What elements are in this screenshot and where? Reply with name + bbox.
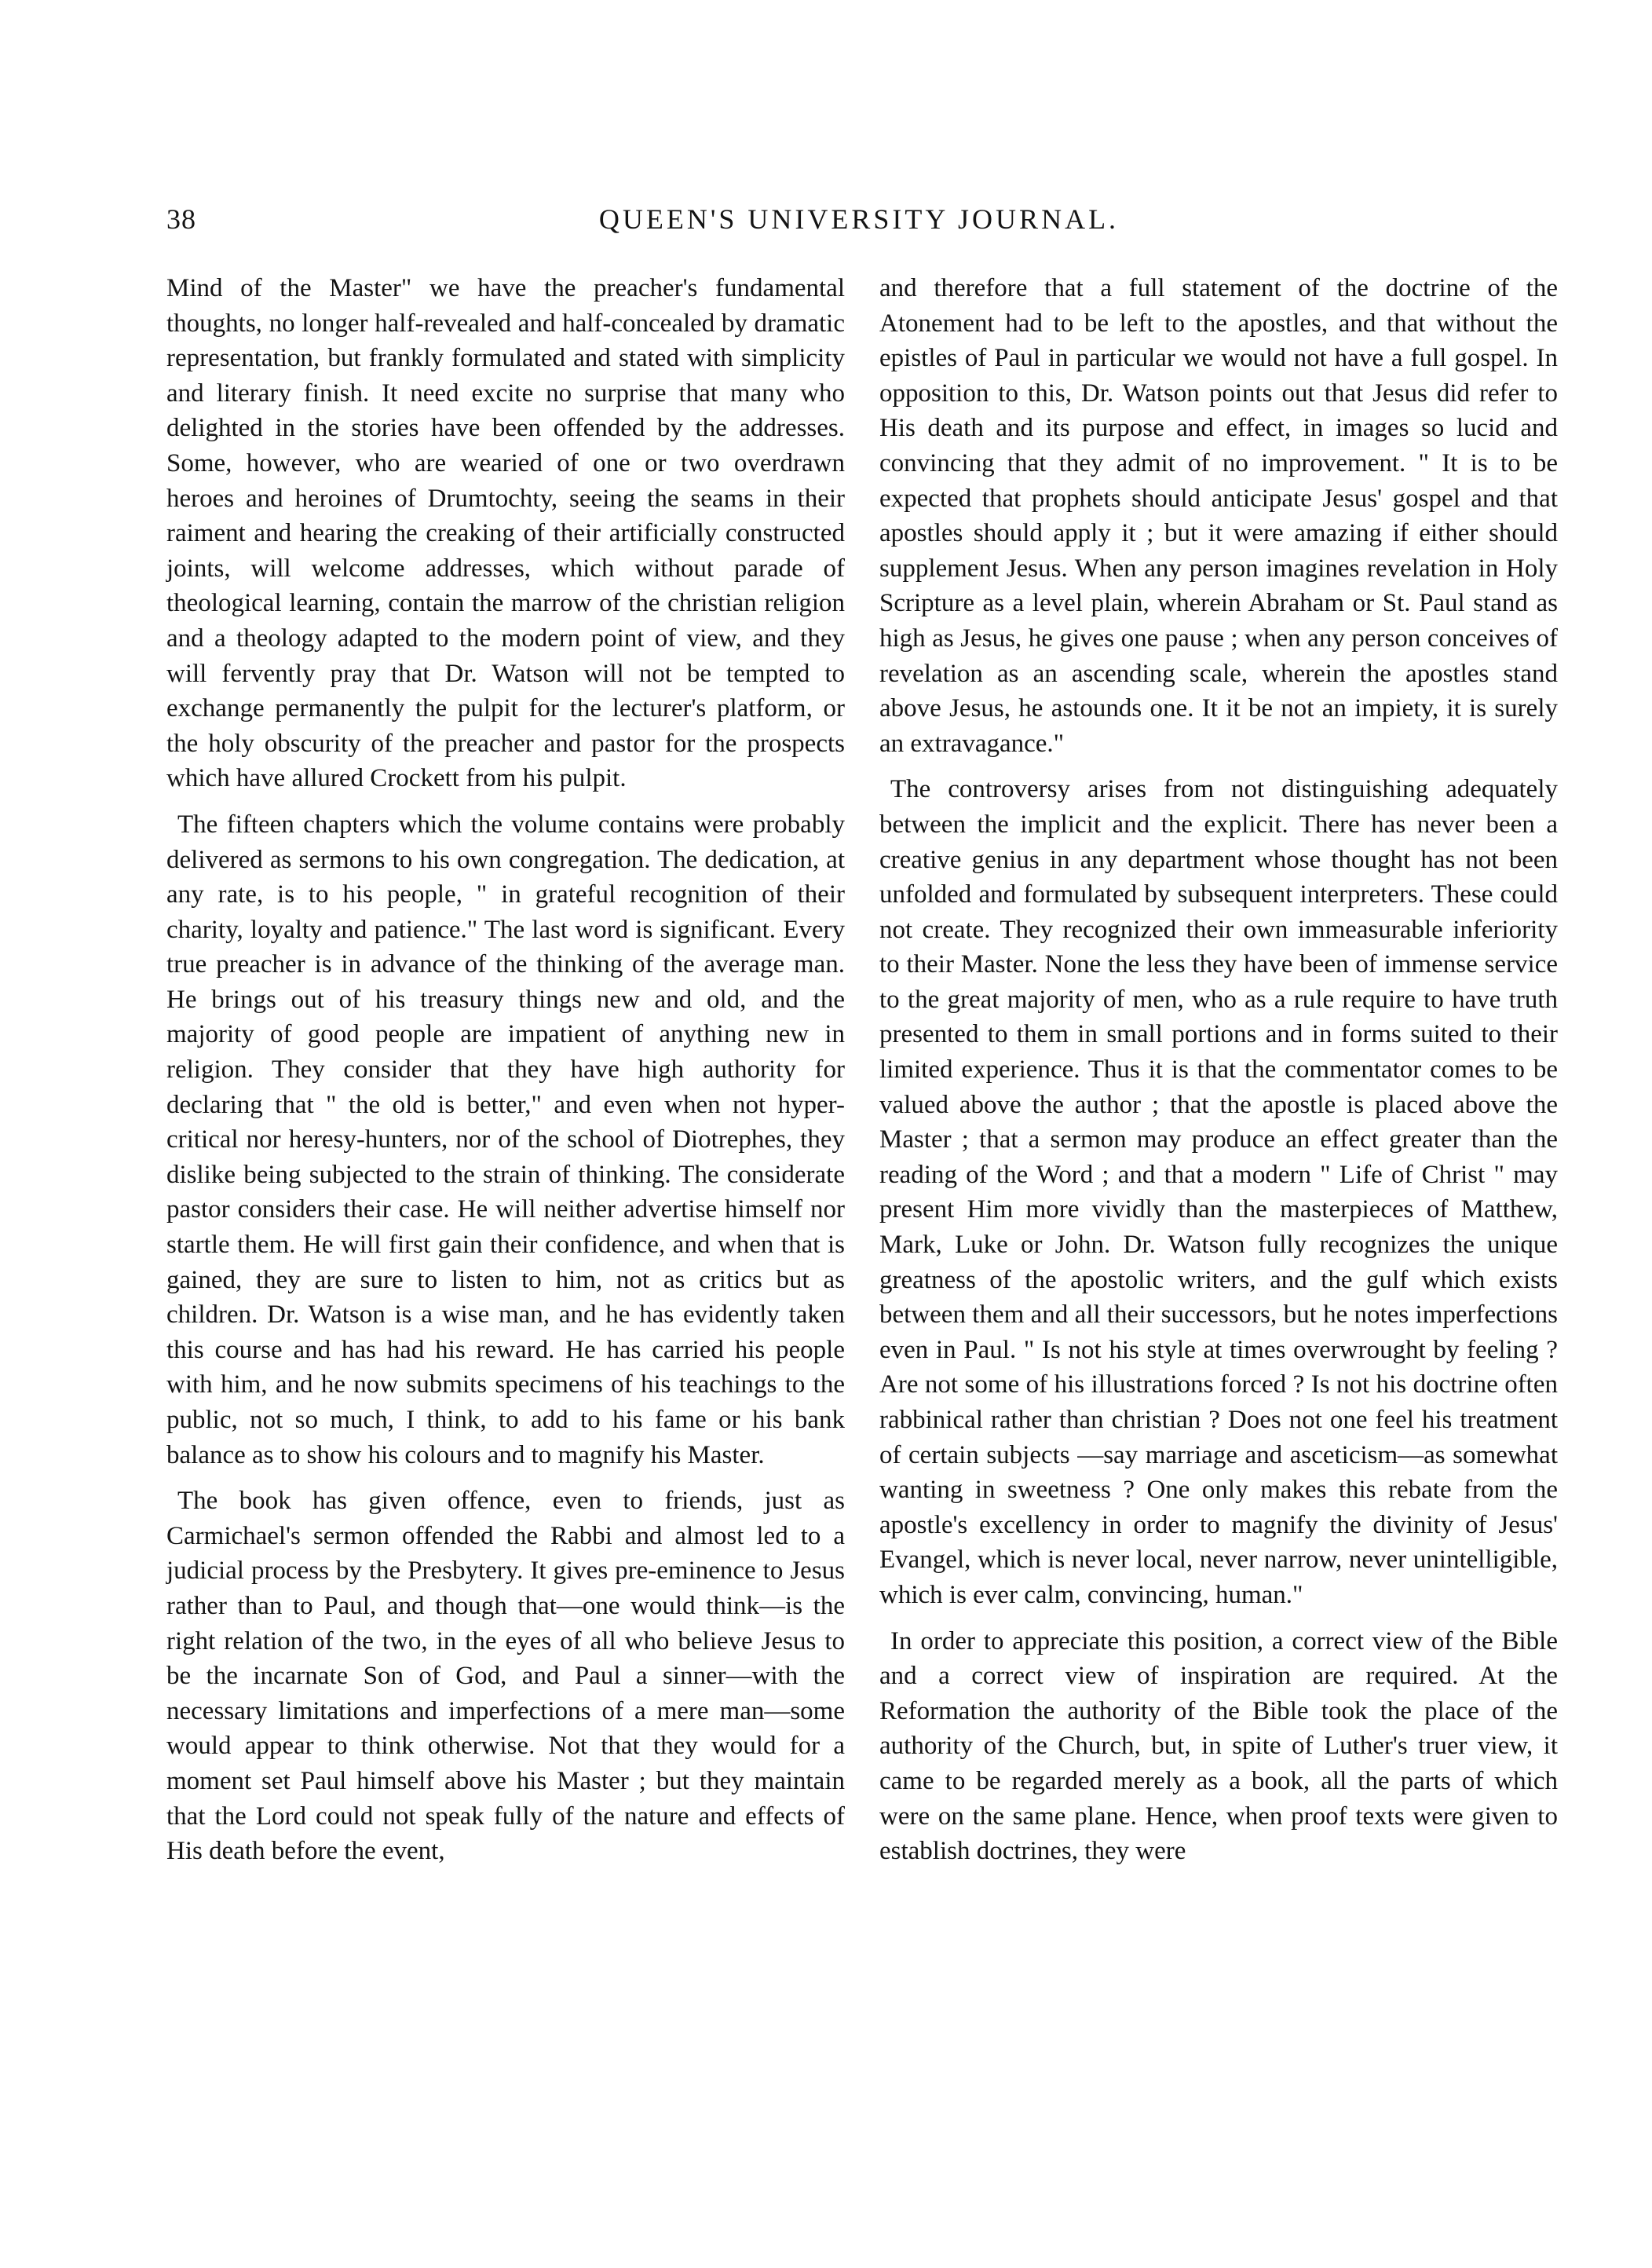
paragraph: In order to appreciate this position, a correct view of the Bible and a correct view of inspiration are required. At the Reformation the authority of the Bible took the place of the authority of the Church, but, in spite of Luther's truer view, it came to be regarded merely as a book, all the parts of which were on the same plane. Hence, when proof texts were given to establish doctrines, they were <box>879 1626 1558 1866</box>
paragraph: The book has given offence, even to friends, just as Carmichael's sermon offended the Rabbi and almost led to a judicial process by the Presbytery. It gives pre-eminence to Jesus rather than to Paul, and though that—one would think—is the right relation of the two, in the eyes of all who believe Jesus to be the incarnate Son of God, and Paul a sinner—with the necessary limitations and imperfections of a mere man—some would appear to think otherwise. Not that they would for a moment set Paul himself above his Master ; but they maintain that the Lord could not speak fully of the nature and effects of His death before the event, <box>166 1487 845 1866</box>
left-column <box>166 271 845 1880</box>
running-title: QUEEN'S UNIVERSITY JOURNAL. <box>598 203 1120 235</box>
paragraph: and therefore that a full statement of the doctrine of the Atonement had to be left to the apostles, and that without the epistles of Paul in particular we would not have a full gospel. In opposition to this, Dr. Watson points out that Jesus did refer to His death and its purpose and effect, in images so lucid and convincing that they admit of no improvement. " It is to be expected that prophets should anticipate Jesus' gospel and that apostles should apply it ; but it were amazing if either should supplement Jesus. When any person imagines revelation in Holy Scripture as a level plain, wherein Abraham or St. Paul stand as high as Jesus, he gives one pause ; when any person conceives of revelation as an ascending scale, wherein the apostles stand above Jesus, he astounds one. It it be not an impiety, it is surely an extravagance." <box>879 274 1558 758</box>
paragraph: The fifteen chapters which the volume contains were probably delivered as sermons to his own congregation. The dedication, at any rate, is to his people, " in grateful recognition of their charity, loyalty and patience." The last word is significant. Every true preacher is in advance of the thinking of the average man. He brings out of his treasury things new and old, and the majority of good people are impatient of anything new in religion. They consider that they have high authority for declaring that " the old is better," and even when not hyper-critical nor heresy-hunters, nor of the school of Diotrephes, they dislike being subjected to the strain of thinking. The considerate pastor considers their case. He will neither advertise himself nor startle them. He will first gain their confidence, and when that is gained, they are sure to listen to him, not as critics but as children. Dr. Watson is a wise man, and he has evidently taken this course and has had his reward. He has carried his people with him, and he now submits specimens of his teachings to the public, not so much, I think, to add to his fame or his bank balance as to show his colours and to magnify his Master. <box>166 810 845 1469</box>
paragraph: The controversy arises from not distinguishing adequately between the implicit and the explicit. There has never been a creative genius in any department whose thought has not been unfolded and formulated by subsequent interpreters. These could not create. They recognized their own immeasurable inferiority to their Master. None the less they have been of immense service to the great majority of men, who as a rule require to have truth presented to them in small portions and in forms suited to their limited experience. Thus it is that the commentator comes to be valued above the author ; that the apostle is placed above the Master ; that a sermon may produce an effect greater than the reading of the Word ; and that a modern " Life of Christ " may present Him more vividly than the masterpieces of Matthew, Mark, Luke or John. Dr. Watson fully recognizes the unique greatness of the apostolic writers, and the gulf which exists between them and all their successors, but he notes imperfections even in Paul. " Is not his style at times overwrought by feeling ? Are not some of his illustrations forced ? Is not his doctrine often rabbinical rather than christian ? Does not one feel his treatment of certain subjects —say marriage and asceticism—as somewhat wanting in sweetness ? One only makes this rebate from the apostle's excellency in order to magnify the divinity of Jesus' Evangel, which is never local, never narrow, never unintelligible, which is ever calm, convincing, human." <box>879 775 1558 1609</box>
page-number: 38 <box>166 203 196 235</box>
paragraph: Mind of the Master" we have the preacher's fundamental thoughts, no longer half-revealed and half-concealed by dramatic representation, but frankly formulated and stated with simplicity and literary finish. It need excite no surprise that many who delighted in the stories have been offended by the addresses. Some, however, who are wearied of one or two overdrawn heroes and heroines of Drumtochty, seeing the seams in their raiment and hearing the creaking of their artificially constructed joints, will welcome addresses, which without parade of theological learning, contain the marrow of the christian religion and a theology adapted to the modern point of view, and they will fervently pray that Dr. Watson will not be tempted to exchange permanently the pulpit for the lecturer's platform, or the holy obscurity of the preacher and pastor for the prospects which have allured Crockett from his pulpit. <box>166 274 845 793</box>
page-header <box>160 203 1558 242</box>
right-column <box>879 271 1558 1880</box>
